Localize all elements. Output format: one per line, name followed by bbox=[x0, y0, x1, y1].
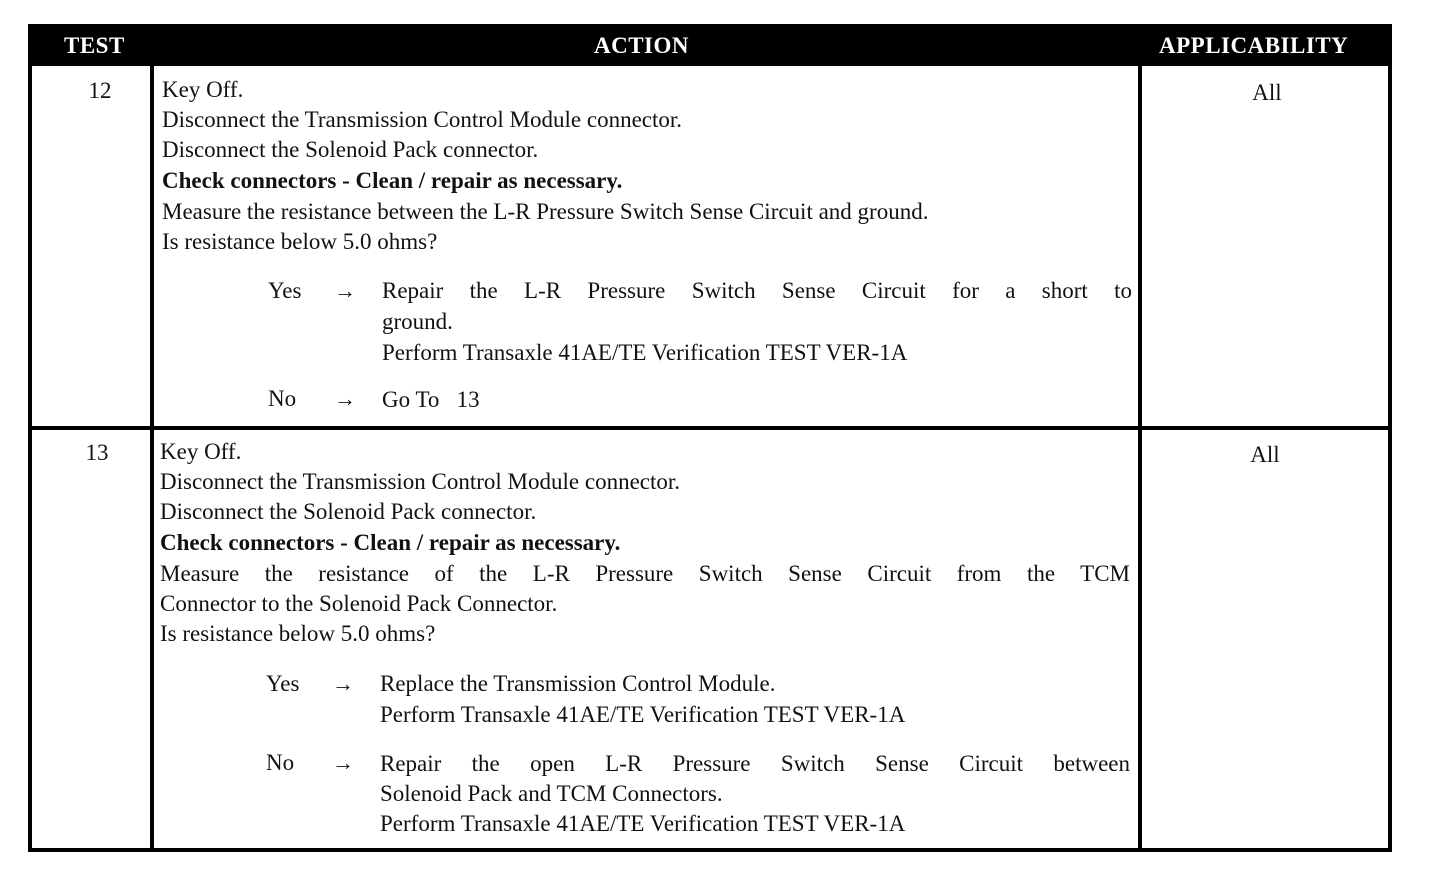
step-text: Is resistance below 5.0 ohms? bbox=[162, 229, 438, 254]
yes-response-line: Repair the L-R Pressure Switch Sense Circuit for a short to bbox=[382, 278, 1132, 303]
test-number: 13 bbox=[85, 440, 109, 465]
header-test: TEST bbox=[64, 33, 125, 58]
diagnostic-table bbox=[28, 24, 1392, 852]
applicability-value: All bbox=[1250, 442, 1280, 467]
step-text: Disconnect the Solenoid Pack connector. bbox=[162, 137, 539, 162]
step-text: Key Off. bbox=[162, 77, 244, 102]
no-response-line: Solenoid Pack and TCM Connectors. bbox=[380, 781, 723, 806]
no-label: No bbox=[266, 750, 295, 775]
step-text: Disconnect the Transmission Control Module connector. bbox=[160, 469, 681, 494]
column-divider-applicability bbox=[1138, 28, 1142, 848]
no-label: No bbox=[268, 386, 297, 411]
applicability-value: All bbox=[1252, 80, 1282, 105]
yes-response-line: Replace the Transmission Control Module. bbox=[380, 671, 776, 696]
right-arrow-icon: → bbox=[332, 671, 354, 696]
no-response-line: Go To 13 bbox=[382, 387, 480, 412]
right-arrow-icon: → bbox=[334, 278, 356, 303]
step-text: Measure the resistance between the L-R Pressure Switch Sense Circuit and ground. bbox=[162, 199, 929, 224]
yes-response-line: Perform Transaxle 41AE/TE Verification TEST VER-1A bbox=[382, 340, 908, 365]
yes-response-line: ground. bbox=[382, 309, 453, 334]
test-number: 12 bbox=[88, 78, 112, 103]
step-text: Connector to the Solenoid Pack Connector. bbox=[160, 591, 558, 616]
yes-label: Yes bbox=[266, 671, 300, 696]
column-divider-test bbox=[150, 28, 154, 848]
header-action: ACTION bbox=[594, 33, 690, 58]
step-text: Is resistance below 5.0 ohms? bbox=[160, 621, 436, 646]
step-text: Key Off. bbox=[160, 439, 242, 464]
step-text-bold: Check connectors - Clean / repair as necessary. bbox=[162, 168, 623, 193]
step-text: Disconnect the Solenoid Pack connector. bbox=[160, 499, 537, 524]
table-header bbox=[32, 28, 1388, 66]
yes-response-line: Perform Transaxle 41AE/TE Verification TEST VER-1A bbox=[380, 702, 906, 727]
no-response-line: Repair the open L-R Pressure Switch Sense Circuit between bbox=[380, 751, 1130, 776]
step-text: Measure the resistance of the L-R Pressure Switch Sense Circuit from the TCM bbox=[160, 561, 1130, 586]
right-arrow-icon: → bbox=[334, 386, 356, 411]
header-applicability: APPLICABILITY bbox=[1159, 33, 1349, 58]
row-divider bbox=[32, 426, 1388, 430]
yes-label: Yes bbox=[268, 278, 302, 303]
step-text: Disconnect the Transmission Control Module connector. bbox=[162, 107, 683, 132]
right-arrow-icon: → bbox=[332, 750, 354, 775]
step-text-bold: Check connectors - Clean / repair as necessary. bbox=[160, 530, 621, 555]
no-response-line: Perform Transaxle 41AE/TE Verification TEST VER-1A bbox=[380, 811, 906, 836]
